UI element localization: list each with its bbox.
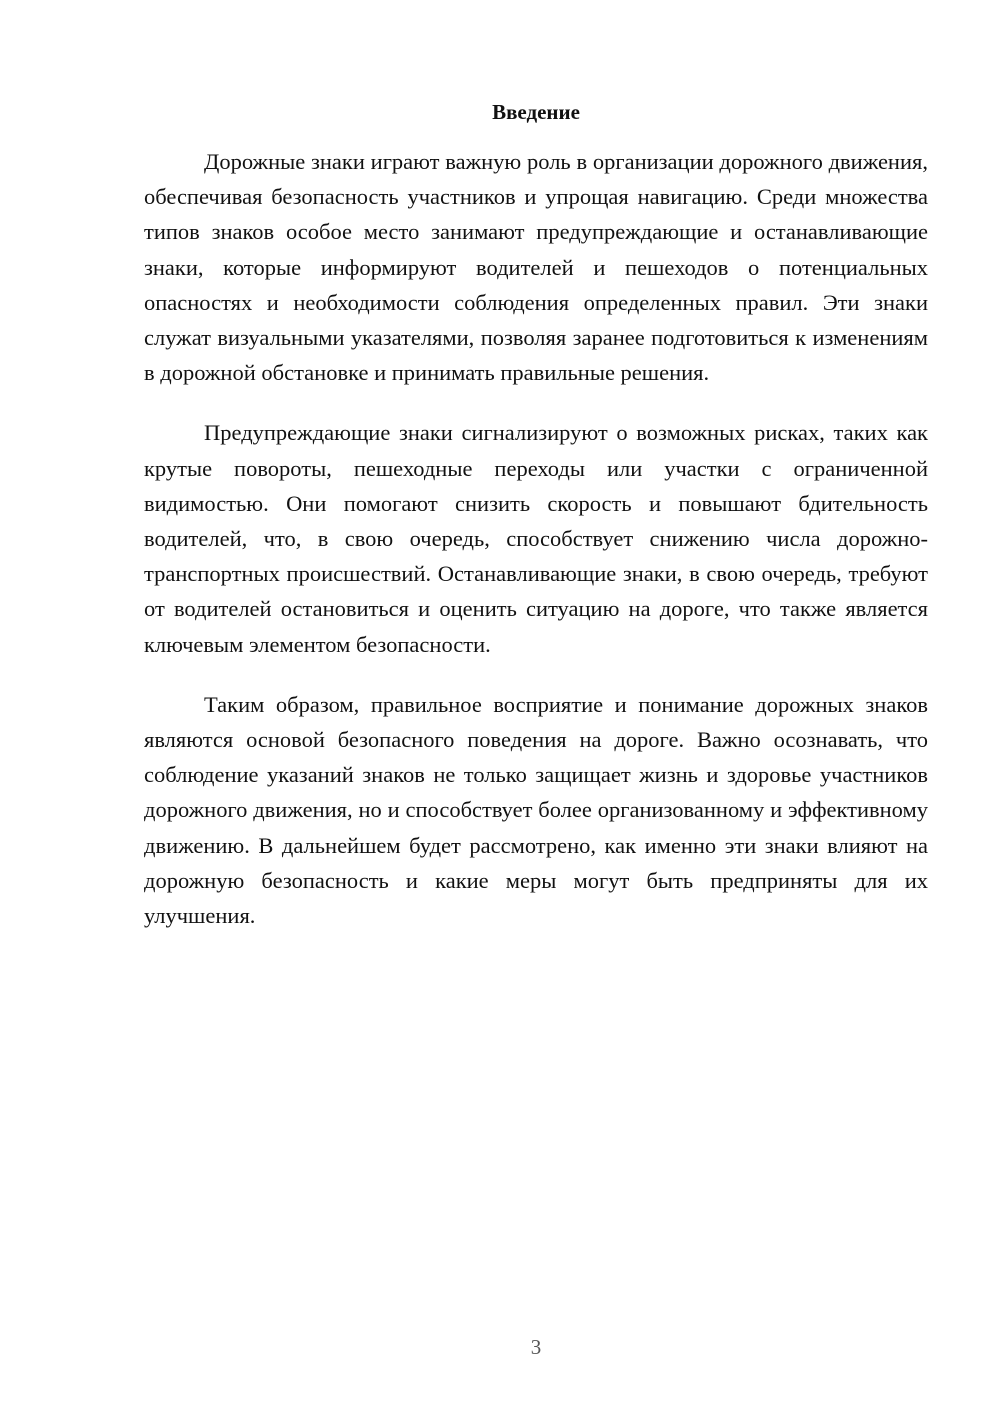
paragraph-intro: Дорожные знаки играют важную роль в организации дорожного движения, обеспечивая безопасность участников и упрощая навигацию. Среди множества типов знаков особое место занимают предупреждающие и останавливающие знаки, которые информируют водителей и пешеходов о потенциальных опасностях и необходимости соблюдения определенных правил. Эти знаки служат визуальными указателями, позволяя заранее подготовиться к изменениям в дорожной обстановке и принимать правильные решения. xyxy=(144,149,928,386)
document-body xyxy=(144,144,928,958)
paragraph-warning-signs: Предупреждающие знаки сигнализируют о возможных рисках, таких как крутые повороты, пешеходные переходы или участки с ограниченной видимостью. Они помогают снизить скорость и повышают бдительность водителей, что, в свою очередь, способствует снижению числа дорожно-транспортных происшествий. Останавливающие знаки, в свою очередь, требуют от водителей остановиться и оценить ситуацию на дороге, что также является ключевым элементом безопасности. xyxy=(144,420,928,657)
paragraph-conclusion: Таким образом, правильное восприятие и понимание дорожных знаков являются основой безопасного поведения на дороге. Важно осознавать, что соблюдение указаний знаков не только защищает жизнь и здоровье участников дорожного движения, но и способствует более организованному и эффективному движению. В дальнейшем будет рассмотрено, как именно эти знаки влияют на дорожную безопасность и какие меры могут быть предприняты для их улучшения. xyxy=(144,691,928,929)
page-number: 3 xyxy=(530,1335,542,1359)
page-title: Введение xyxy=(492,100,580,124)
